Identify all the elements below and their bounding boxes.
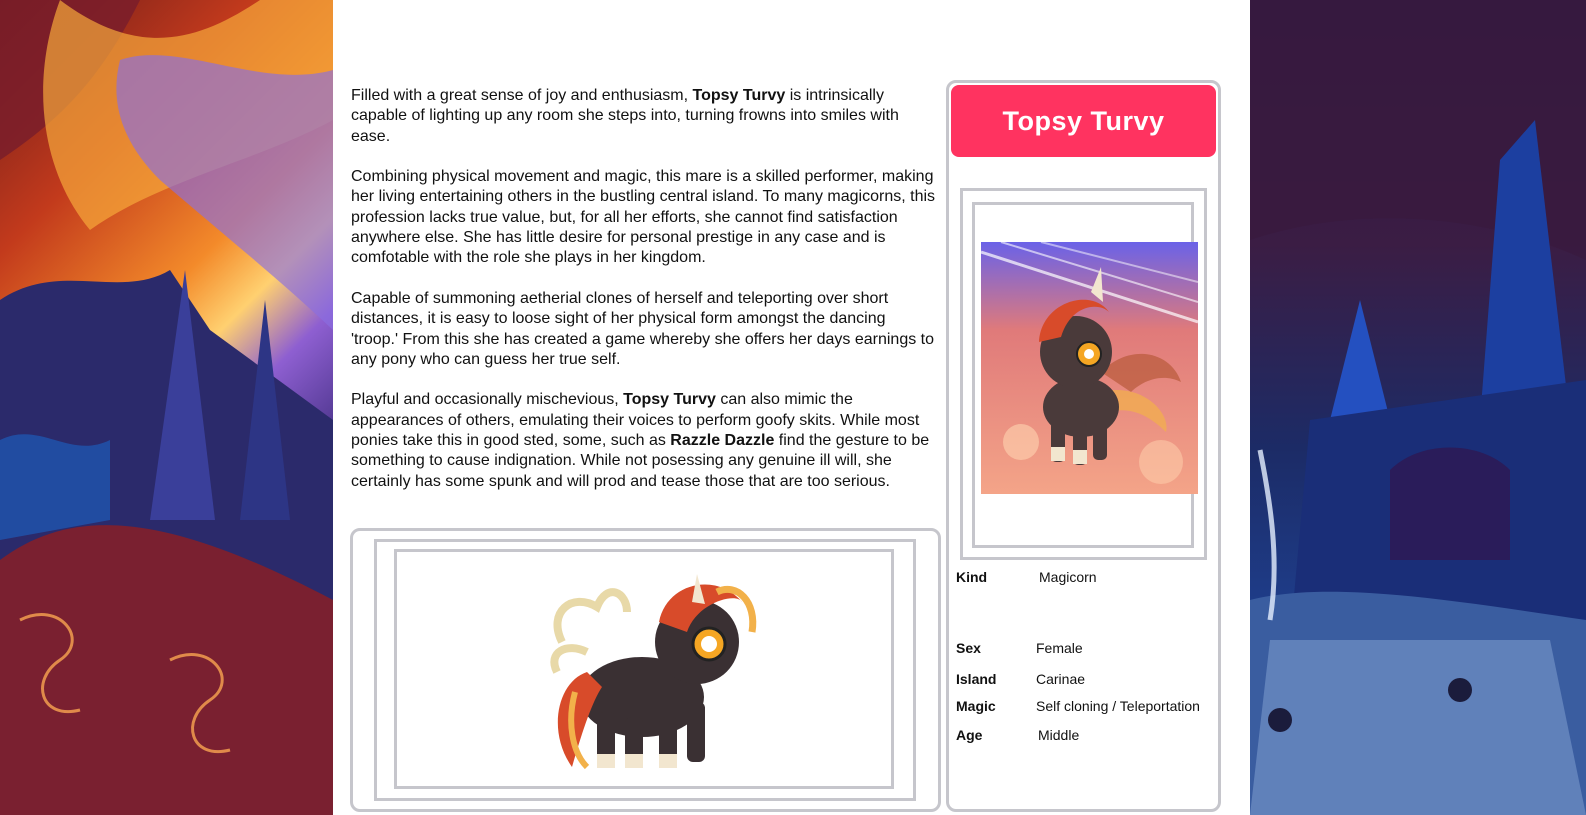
background-art-left — [0, 0, 333, 815]
story-p4-text: Playful and occasionally mischevious, — [351, 391, 624, 409]
age-label: Age — [956, 727, 983, 743]
story-p1-text: Filled with a great sense of joy and enthusiasm, — [351, 87, 693, 104]
story-text — [351, 86, 936, 512]
character-name-banner: Topsy Turvy — [951, 85, 1216, 157]
pony-reference-art — [397, 552, 891, 786]
story-paragraph-1 — [351, 86, 936, 147]
portrait-art — [981, 242, 1198, 494]
other-character-mention: Razzle Dazzle — [670, 432, 775, 450]
story-p4-text-end: find the gesture to be something to cause indignation. While not posessing any genuine ill will, she certainly has some spunk and will prod and tease those that are too serious. — [351, 432, 930, 490]
story-p1-text-cont: is intrinsically capable of lighting up any room she steps into, turning frowns into smiles with ease. — [351, 87, 899, 145]
reference-art-box — [394, 549, 894, 789]
background-art-right — [1250, 0, 1586, 815]
castle-art-right — [1250, 0, 1586, 815]
island-label: Island — [956, 671, 997, 687]
sex-value: Female — [1036, 640, 1083, 656]
magic-label: Magic — [956, 698, 996, 714]
character-name-mention: Topsy Turvy — [623, 391, 716, 409]
story-p4-text-mid: can also mimic the appearances of others, emulating their voices to perform goofy skits. While most ponies take this in good sted, some, such as — [351, 391, 920, 450]
story-paragraph-2: Combining physical movement and magic, this mare is a skilled performer, making her living entertaining others in the bustling central island. To many magicorns, this profession lacks true value, but, for all her efforts, she cannot find satisfaction anywhere else. She has little desire for personal prestige in any case and is comfotable with the role she plays in her kingdom. — [351, 168, 936, 267]
character-portrait — [981, 242, 1198, 494]
island-value: Carinae — [1036, 671, 1086, 687]
magic-value: Self cloning / Teleportation — [1036, 698, 1200, 714]
story-paragraph-4 — [351, 390, 936, 491]
age-value: Middle — [1038, 727, 1080, 743]
character-name-mention: Topsy Turvy — [692, 87, 786, 104]
castle-art-left — [0, 0, 333, 815]
story-paragraph-3: Capable of summoning aetherial clones of herself and teleporting over short distances, it is easy to loose sight of her physical form amongst the dancing 'troop.' From this she has created a game whereby she offers her days earnings to any pony who can guess her true self. — [351, 289, 935, 368]
sex-label: Sex — [956, 640, 981, 656]
kind-label: Kind — [956, 569, 988, 585]
kind-value: Magicorn — [1039, 569, 1097, 585]
